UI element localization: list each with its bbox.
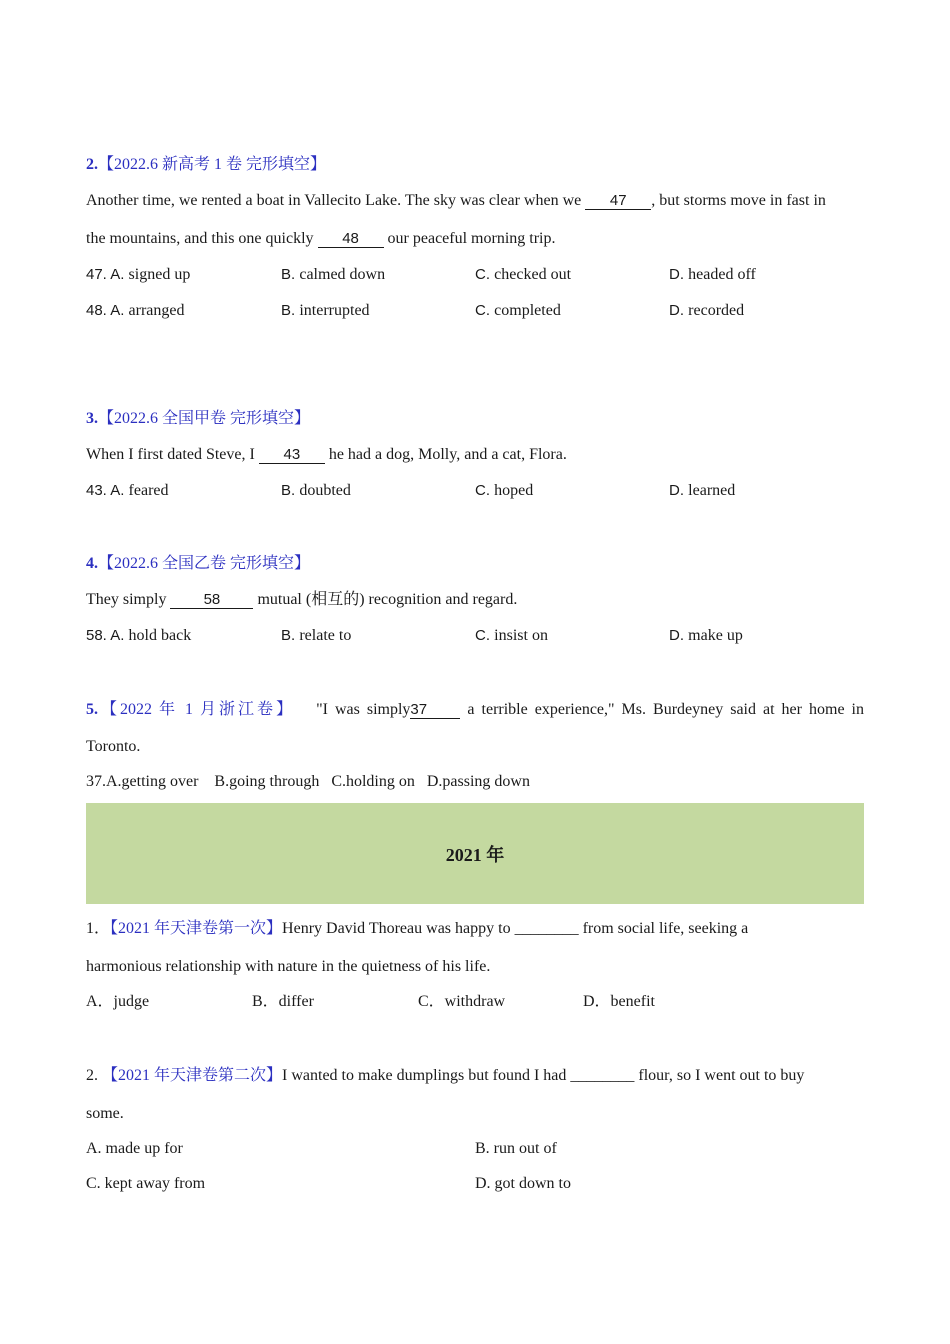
q5-header — [86, 701, 295, 718]
q4-header — [86, 554, 864, 574]
option-letter: A. — [110, 627, 129, 644]
q2021-2-number: 2. — [86, 1067, 102, 1084]
q2-48-option-d[interactable] — [669, 301, 744, 321]
q2021-2-text2: some. — [86, 1105, 124, 1122]
q5-text-line2 — [86, 737, 864, 757]
option-letter: D. — [669, 266, 689, 283]
q3-blank-43[interactable]: 43 — [259, 446, 325, 464]
q2-blank-47[interactable]: 47 — [585, 192, 651, 210]
q2021-1-number: 1． — [86, 920, 111, 937]
q2021-1-text2: harmonious relationship with nature in the quietness of his life. — [86, 958, 491, 975]
q2021-2-option-d[interactable]: D. got down to — [475, 1175, 571, 1192]
q4-source: 【2022.6 全国乙卷 完形填空】 — [98, 555, 311, 572]
q2-text2: , but storms move in fast in — [651, 192, 826, 209]
option-text: doubted — [299, 482, 351, 499]
option-text: insist on — [494, 627, 548, 644]
q4-option-d[interactable] — [669, 626, 743, 646]
q3-header — [86, 409, 864, 429]
q2021-1-source: 【2021 年天津卷第一次】 — [110, 920, 283, 937]
option-text: calmed down — [299, 266, 386, 283]
q4-option-a[interactable] — [86, 626, 191, 646]
q5-text-line1 — [86, 700, 864, 720]
q2021-1-text-line1 — [86, 919, 864, 939]
q3-text2: he had a dog, Molly, and a cat, Flora. — [324, 446, 567, 463]
q2021-2-text1: I wanted to make dumplings but found I had ________ flour, so I went out to buy — [282, 1067, 805, 1084]
option-text: recorded — [688, 302, 745, 319]
option-letter: B. — [281, 266, 300, 283]
q2021-1-text1: Henry David Thoreau was happy to ________ from social life, seeking a — [282, 920, 749, 937]
q5-text1: "I was simply — [316, 701, 411, 718]
option-text: interrupted — [299, 302, 370, 319]
q5-text3: Toronto. — [86, 738, 141, 755]
q2-48-option-a[interactable] — [86, 301, 185, 321]
q5-options[interactable]: 37.A.getting over B.going through C.holding on D.passing down — [86, 773, 530, 790]
option-letter: B. — [281, 302, 300, 319]
q4-option-c[interactable] — [475, 626, 548, 646]
q2-47-option-c[interactable] — [475, 265, 571, 285]
q4-num: 58. — [86, 627, 111, 644]
q2021-2-option-a[interactable]: A. made up for — [86, 1140, 183, 1157]
q2-47-option-d[interactable] — [669, 265, 756, 285]
option-text: completed — [494, 302, 561, 319]
option-text: make up — [688, 627, 743, 644]
q4-blank-58[interactable]: 58 — [170, 591, 253, 609]
q2021-1-text-line2 — [86, 957, 864, 977]
option-text: hold back — [128, 627, 192, 644]
option-text: arranged — [128, 302, 185, 319]
option-letter: D. — [669, 302, 689, 319]
q2021-2-source: 【2021 年天津卷第二次】 — [102, 1067, 283, 1084]
q4-text2: mutual (相互的) recognition and regard. — [253, 591, 518, 608]
q2021-2-text-line1 — [86, 1066, 864, 1086]
q5-text2: a terrible experience," Ms. Burdeyney said at her home in — [460, 701, 864, 718]
q2-47-num: 47. — [86, 266, 111, 283]
option-letter: B. — [281, 627, 300, 644]
q2021-2-text-line2 — [86, 1104, 864, 1124]
q3-number: 3. — [86, 410, 98, 427]
option-text: relate to — [299, 627, 352, 644]
q2-48-option-b[interactable] — [281, 301, 370, 321]
q2021-2-option-b[interactable]: B. run out of — [475, 1140, 557, 1157]
q2-text-line1 — [86, 191, 864, 211]
option-letter: D. — [669, 627, 689, 644]
q4-option-b[interactable] — [281, 626, 351, 646]
option-text: checked out — [494, 266, 572, 283]
q2-text3: the mountains, and this one quickly — [86, 230, 318, 247]
option-letter: C. — [475, 266, 495, 283]
q2021-1-option-d[interactable]: D．benefit — [583, 993, 655, 1010]
option-text: signed up — [128, 266, 191, 283]
option-text: feared — [128, 482, 169, 499]
q5-blank-37[interactable]: 37 — [410, 701, 460, 719]
option-letter: A. — [110, 266, 129, 283]
q2-47-option-a[interactable] — [86, 265, 190, 285]
q2-text-line2 — [86, 229, 864, 249]
year-banner — [86, 803, 864, 904]
q2021-2-option-c[interactable]: C. kept away from — [86, 1175, 206, 1192]
q3-text-line — [86, 445, 864, 465]
option-text: headed off — [688, 266, 756, 283]
option-letter: A. — [110, 302, 129, 319]
q3-text1: When I first dated Steve, I — [86, 446, 259, 463]
q2-number: 2. — [86, 156, 98, 173]
option-letter: C. — [475, 482, 495, 499]
q5-source: 【2022 年 1 月浙江卷】 — [98, 701, 296, 718]
q2-text1: Another time, we rented a boat in Vallecito Lake. The sky was clear when we — [86, 192, 586, 209]
q3-option-a[interactable] — [86, 481, 169, 501]
option-letter: C. — [475, 627, 495, 644]
option-text: learned — [688, 482, 736, 499]
q4-number: 4. — [86, 555, 98, 572]
q2021-1-option-a[interactable]: A．judge — [86, 993, 150, 1010]
option-letter: C. — [475, 302, 495, 319]
q3-option-d[interactable] — [669, 481, 735, 501]
q3-num: 43. — [86, 482, 111, 499]
option-letter: B. — [281, 482, 300, 499]
q2-48-num: 48. — [86, 302, 111, 319]
q2-source: 【2022.6 新高考 1 卷 完形填空】 — [98, 156, 327, 173]
q3-source: 【2022.6 全国甲卷 完形填空】 — [98, 410, 311, 427]
option-letter: A. — [110, 482, 129, 499]
q2-47-option-b[interactable] — [281, 265, 385, 285]
q2-blank-48[interactable]: 48 — [318, 230, 384, 248]
q2-text4: our peaceful morning trip. — [383, 230, 556, 247]
q2-48-option-c[interactable] — [475, 301, 561, 321]
q2021-1-option-c[interactable]: C．withdraw — [418, 993, 506, 1010]
q2-header — [86, 155, 864, 175]
option-letter: D. — [669, 482, 689, 499]
q2021-1-option-b[interactable]: B．differ — [252, 993, 314, 1010]
q3-option-b[interactable] — [281, 481, 351, 501]
year-banner-title: 2021 年 — [445, 844, 505, 865]
q5-number: 5. — [86, 701, 98, 718]
q3-option-c[interactable] — [475, 481, 533, 501]
q4-text1: They simply — [86, 591, 171, 608]
option-text: hoped — [494, 482, 534, 499]
q4-text-line — [86, 590, 864, 610]
